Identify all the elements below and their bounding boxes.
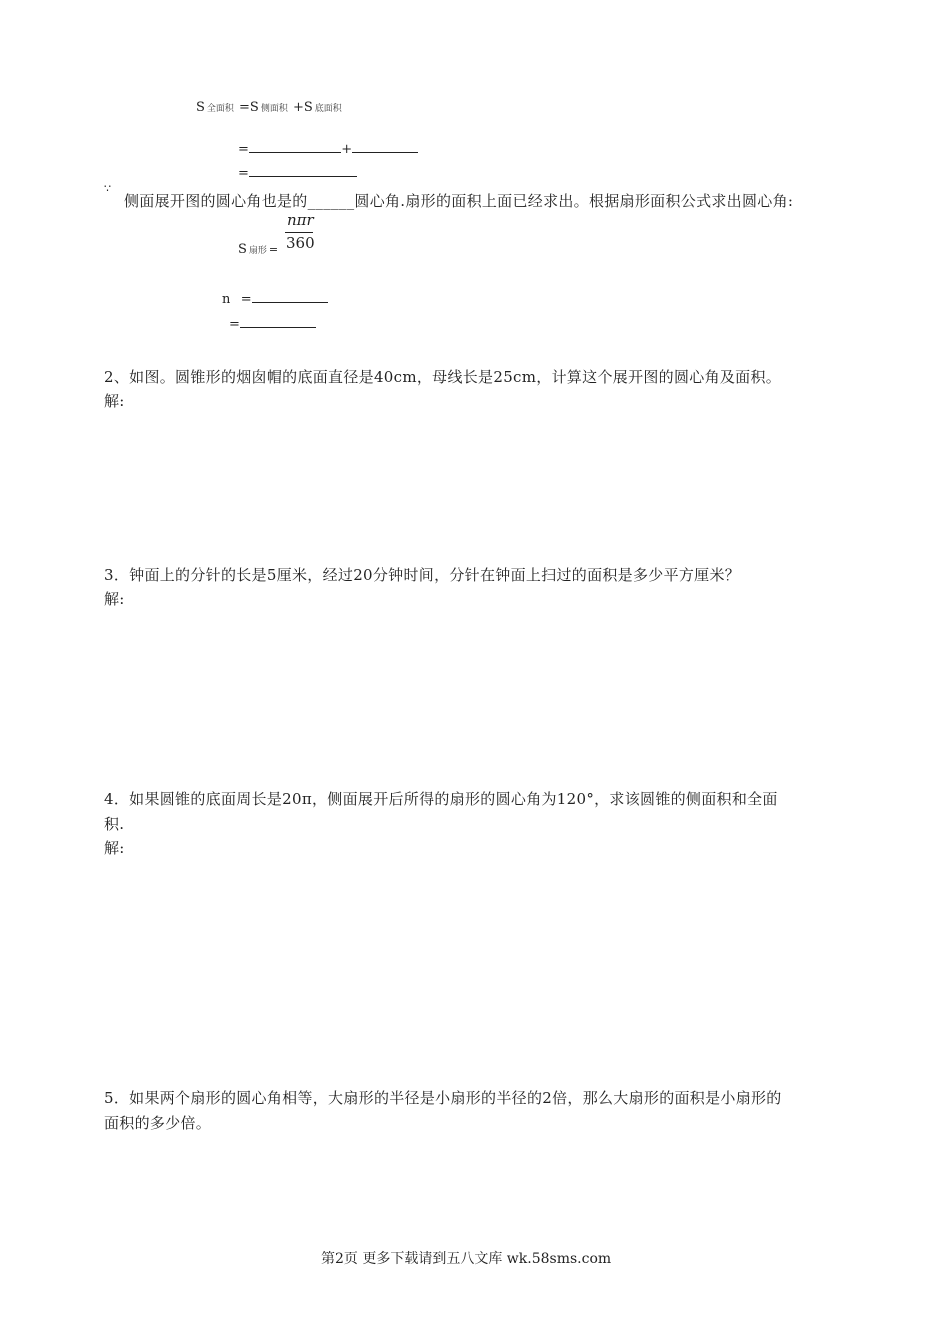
problem-4-line-2: 积. <box>104 815 125 833</box>
blank-eq-1: = <box>238 142 250 157</box>
fraction-denominator: 360 <box>286 234 315 252</box>
problem-4-line-1: 4．如果圆锥的底面周长是20π，侧面展开后所得的扇形的圆心角为120°，求该圆锥的侧面积和全面 <box>104 790 778 808</box>
blank-line-2 <box>238 164 357 181</box>
formula-sub-total: 全面积 <box>206 104 234 114</box>
formula-s-symbol: S <box>196 100 205 115</box>
formula-eq-s: =S <box>239 100 259 115</box>
problem-4-answer-label: 解: <box>104 839 125 857</box>
n-eq-2: = <box>229 317 241 332</box>
fraction-numerator: nπr <box>287 211 314 229</box>
statement-central-angle: 侧面展开图的圆心角也是的______圆心角.扇形的面积上面已经求出。根据扇形面积公式求出圆心角: <box>124 192 794 210</box>
answer-blank[interactable] <box>252 290 328 303</box>
sector-eq: = <box>268 243 279 256</box>
problem-2: 2、如图。圆锥形的烟囱帽的底面直径是40cm，母线长是25cm，计算这个展开图的圆心角及面积。 <box>104 368 782 386</box>
fraction-bar <box>285 232 313 233</box>
blank-plus: + <box>341 142 353 157</box>
blank-line-1 <box>238 140 418 157</box>
formula-sector-area <box>238 238 278 257</box>
sector-s-symbol: S <box>238 242 247 257</box>
n-line-2 <box>229 315 316 332</box>
blank-eq-2: = <box>238 166 250 181</box>
formula-total-area <box>196 96 342 115</box>
formula-sub-base: 底面积 <box>314 104 342 114</box>
answer-blank[interactable] <box>249 140 341 153</box>
because-symbol: ∵ <box>104 182 111 195</box>
problem-2-answer-label: 解: <box>104 392 125 410</box>
answer-blank[interactable] <box>249 164 357 177</box>
n-line-1 <box>222 290 328 307</box>
problem-5-line-2: 面积的多少倍。 <box>104 1114 212 1132</box>
sector-sub: 扇形 <box>248 246 267 256</box>
problem-5-line-1: 5．如果两个扇形的圆心角相等，大扇形的半径是小扇形的半径的2倍，那么大扇形的面积是小扇形的 <box>104 1089 782 1107</box>
page-footer: 第2页 更多下载请到五八文库 wk.58sms.com <box>321 1251 612 1267</box>
n-symbol: n <box>222 292 231 307</box>
problem-3-answer-label: 解: <box>104 590 125 608</box>
formula-sub-side: 侧面积 <box>260 104 288 114</box>
answer-blank[interactable] <box>240 315 316 328</box>
n-eq-1: = <box>240 292 252 307</box>
answer-blank[interactable] <box>352 140 418 153</box>
problem-3: 3．钟面上的分针的长是5厘米，经过20分钟时间，分针在钟面上扫过的面积是多少平方厘米？ <box>104 566 741 584</box>
formula-plus-s: +S <box>292 100 313 115</box>
